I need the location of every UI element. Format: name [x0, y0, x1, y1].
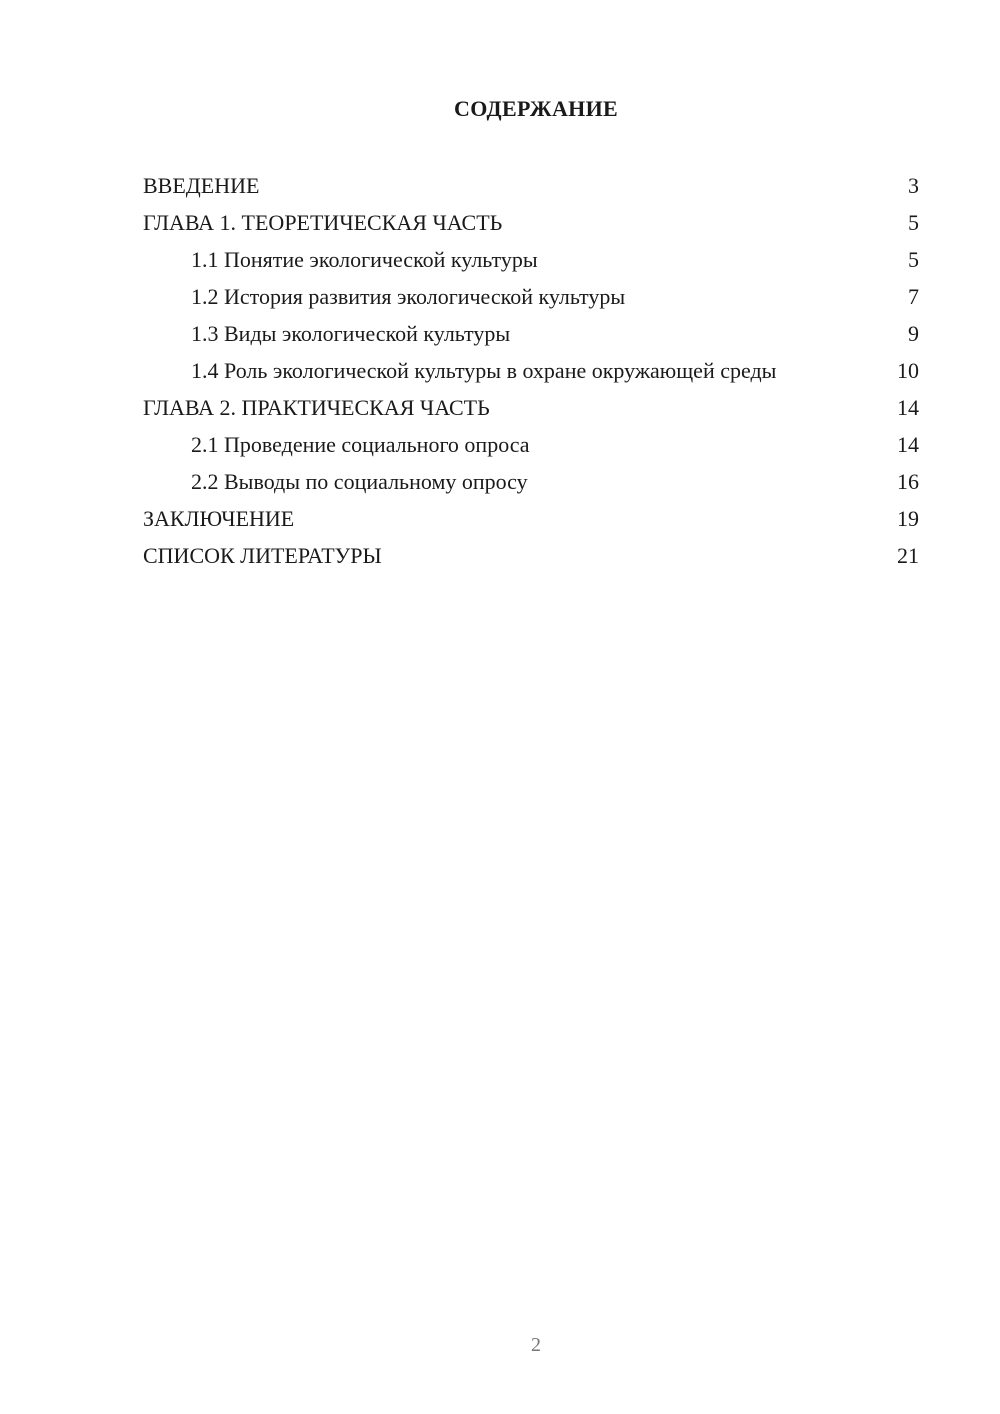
- toc-title: СОДЕРЖАНИЕ: [454, 96, 618, 121]
- toc-entry-label: 1.2 История развития экологической культуры: [191, 284, 626, 309]
- toc-entry-introduction: [143, 167, 919, 204]
- table-of-contents: [143, 167, 919, 574]
- toc-entry-label: ГЛАВА 2. ПРАКТИЧЕСКАЯ ЧАСТЬ: [143, 395, 490, 420]
- toc-entry-section-2-1: [143, 426, 919, 463]
- toc-entry-section-1-2: [143, 278, 919, 315]
- toc-entry-label: 1.3 Виды экологической культуры: [191, 321, 511, 346]
- toc-entry-label: ВВЕДЕНИЕ: [143, 173, 260, 198]
- toc-entry-page: 9: [908, 321, 919, 346]
- toc-entry-label: ЗАКЛЮЧЕНИЕ: [143, 506, 295, 531]
- toc-entry-page: 5: [908, 210, 919, 235]
- toc-entry-references: [143, 537, 919, 574]
- toc-entry-label: 2.2 Выводы по социальному опросу: [191, 469, 528, 494]
- toc-entry-label: ГЛАВА 1. ТЕОРЕТИЧЕСКАЯ ЧАСТЬ: [143, 210, 503, 235]
- toc-entry-label: СПИСОК ЛИТЕРАТУРЫ: [143, 543, 382, 568]
- toc-entry-section-1-4: [143, 352, 919, 389]
- toc-entry-chapter-2: [143, 389, 919, 426]
- toc-entry-conclusion: [143, 500, 919, 537]
- toc-entry-page: 19: [897, 506, 919, 531]
- toc-entry-page: 3: [908, 173, 919, 198]
- toc-entry-label: 1.4 Роль экологической культуры в охране окружающей среды: [191, 358, 777, 383]
- toc-entry-section-1-1: [143, 241, 919, 278]
- toc-entry-page: 7: [908, 284, 919, 309]
- toc-entry-label: 2.1 Проведение социального опроса: [191, 432, 530, 457]
- toc-entry-label: 1.1 Понятие экологической культуры: [191, 247, 538, 272]
- toc-entry-page: 5: [908, 247, 919, 272]
- toc-entry-page: 10: [897, 358, 919, 383]
- toc-entry-section-2-2: [143, 463, 919, 500]
- toc-entry-section-1-3: [143, 315, 919, 352]
- toc-entry-page: 16: [897, 469, 919, 494]
- toc-entry-chapter-1: [143, 204, 919, 241]
- toc-entry-page: 21: [897, 543, 919, 568]
- page-number: 2: [531, 1334, 541, 1356]
- toc-entry-page: 14: [897, 432, 919, 457]
- toc-entry-page: 14: [897, 395, 919, 420]
